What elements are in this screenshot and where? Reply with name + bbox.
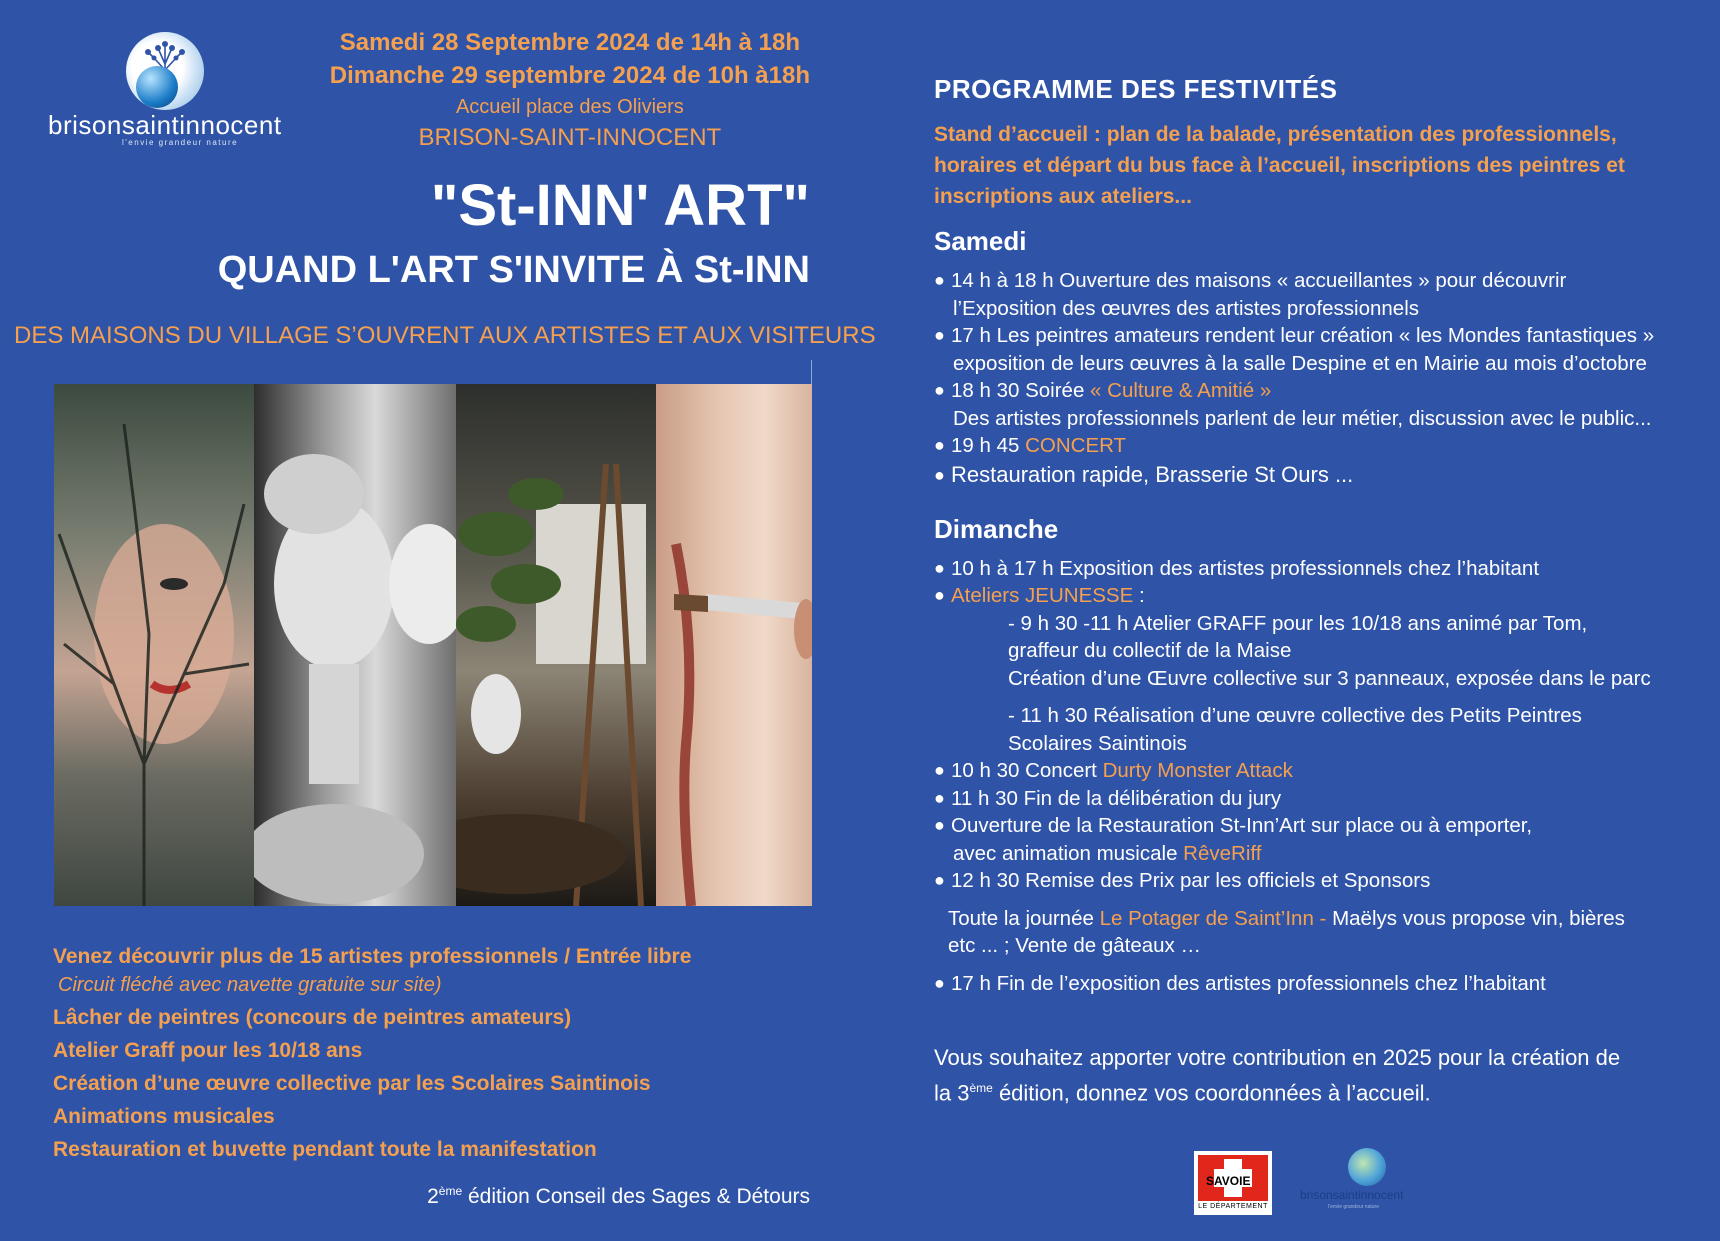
brison-mini-logo [1300,1148,1432,1212]
sunday-item-7-text: 17 h Fin de l’exposition des artistes professionnels chez l’habitant [951,971,1546,995]
edition-number: 2 [427,1185,439,1208]
logo-text-innocent: innocent [179,110,282,140]
collage-panel-statue [254,384,456,906]
logo-drop [136,66,178,108]
contribution-line-2 [934,1073,1694,1108]
sunday-workshop-line-5: Scolaires Saintinois [1008,731,1187,755]
contribution-sup: ème [969,1081,993,1095]
art-collage-image [54,384,812,906]
features-list [53,940,691,1166]
sunday-heading: Dimanche [934,513,1059,544]
logo-text-brison: brison [48,110,122,140]
logo-tagline: l'envie grandeur nature [122,138,239,147]
sunday-item-1: ● 10 h à 17 h Exposition des artistes professionnels chez l’habitant [934,556,1540,580]
event-dates [330,26,810,154]
feature-food: Restauration et buvette pendant toute la manifestation [53,1138,597,1161]
sunday-workshop-line-2: graffeur du collectif de la Maise [1008,639,1292,662]
saturday-item-1-line-2: l’Exposition des œuvres des artistes professionnels [953,296,1420,320]
sunday-item-2: ● Ateliers JEUNESSE : [934,584,1145,607]
event-title: "St-INN' ART" [430,173,810,238]
sunday-all-day-text: Toute la journée [948,906,1100,930]
sunday-item-2-colon: : [1133,584,1145,607]
sunday-all-day-line-2: etc ... ; Vente de gâteaux … [948,934,1201,957]
event-town: BRISON-SAINT-INNOCENT [418,124,722,151]
sunday-item-5-line-1: Ouverture de la Restauration St-Inn’Art sur place ou à emporter, [951,814,1533,837]
sunday-item-3: ● 10 h 30 Concert Durty Monster Attack [934,759,1293,782]
savoie-logo [1194,1151,1272,1215]
savoie-subtitle: LE DÉPARTEMENT [1198,1203,1268,1210]
sunday-item-3-text: 10 h 30 Concert [951,759,1103,782]
event-subtitle: QUAND L'ART S'INVITE À St-INN [217,249,810,291]
savoie-label: SAVOIE [1206,1174,1251,1188]
collage-panel-face-tree [54,384,254,906]
saturday-item-4-highlight: CONCERT [1025,434,1127,457]
sunday-item-4-text: 11 h 30 Fin de la délibération du jury [951,786,1282,810]
sunday-item-4: ● 11 h 30 Fin de la délibération du jury [934,786,1282,810]
sunday-workshop-line-4: - 11 h 30 Réalisation d’une œuvre collective des Petits Peintres [1008,704,1582,727]
edition-text: édition Conseil des Sages & Détours [462,1185,810,1208]
mini-logo-tagline: l'envie grandeur nature [1328,1204,1379,1210]
saturday-item-1-line-1: 14 h à 18 h Ouverture des maisons « accueillantes » pour découvrir [951,269,1567,292]
saturday-item-2: ● 17 h Les peintres amateurs rendent leur création « les Mondes fantastiques » [934,324,1655,347]
brison-logo [48,32,288,150]
collage-panel-easel-plant [456,384,656,906]
logo-text-saint: saint [121,110,180,140]
feature-artists: Venez découvrir plus de 15 artistes professionnels / Entrée libre [53,945,692,968]
mini-logo-text: brisonsaintinnocent [1300,1188,1404,1202]
sunday-item-6-text: 12 h 30 Remise des Prix par les officiels et Sponsors [951,869,1431,892]
sunday-item-6: ● 12 h 30 Remise des Prix par les officiels et Sponsors [934,869,1431,892]
saturday-item-5: ● Restauration rapide, Brasserie St Ours ... [934,461,1354,487]
feature-collective: Création d’une œuvre collective par les Scolaires Saintinois [53,1072,651,1095]
date-sunday: Dimanche 29 septembre 2024 de 10h à18h [329,62,810,89]
mini-logo-globe [1348,1148,1386,1186]
logo-name [48,110,282,141]
feature-music: Animations musicales [53,1105,275,1128]
sunday-item-7: ● 17 h Fin de l’exposition des artistes professionnels chez l’habitant [934,971,1546,995]
event-banner: DES MAISONS DU VILLAGE S’OUVRENT AUX ARTISTES ET AUX VISITEURS [14,322,876,349]
sunday-workshop-line-3: Création d’une Œuvre collective sur 3 panneaux, exposée dans le parc [1008,666,1651,690]
sunday-all-day-highlight: Le Potager de Saint’Inn - [1099,906,1333,930]
sunday-item-3-highlight: Durty Monster Attack [1102,759,1293,782]
edition-note [427,1184,810,1209]
saturday-item-5-text: Restauration rapide, Brasserie St Ours ... [951,461,1354,487]
saturday-item-3-text: 18 h 30 Soirée [951,379,1091,402]
contribution-text-1: la 3 [934,1080,970,1106]
saturday-item-3-line-2: Des artistes professionnels parlent de leur métier, discussion avec le public... [953,406,1652,430]
saturday-item-4-text: 19 h 45 [951,434,1026,457]
saturday-item-3: ● 18 h 30 Soirée « Culture & Amitié » [934,379,1272,402]
saturday-item-2-line-2: exposition de leurs œuvres à la salle Despine et en Mairie au mois d’octobre [953,351,1647,375]
feature-graff: Atelier Graff pour les 10/18 ans [53,1039,363,1062]
sunday-item-2-highlight: Ateliers JEUNESSE [951,584,1134,607]
feature-circuit: Circuit fléché avec navette gratuite sur site) [58,974,442,996]
event-place: Accueil place des Oliviers [455,96,684,118]
feature-painters: Lâcher de peintres (concours de peintres amateurs) [53,1006,572,1029]
sunday-item-5-text: avec animation musicale [953,841,1184,865]
sunday-item-5: ● Ouverture de la Restauration St-Inn’Art sur place ou à emporter, [934,814,1533,837]
programme-title: PROGRAMME DES FESTIVITÉS [934,74,1338,104]
saturday-heading: Samedi [934,226,1027,256]
edition-sup: ème [438,1184,463,1198]
sunday-all-day-text-2: Maëlys vous propose vin, bières [1332,906,1625,930]
contribution-line-1: Vous souhaitez apporter votre contribution en 2025 pour la création de [934,1045,1621,1070]
sunday-item-1-text: 10 h à 17 h Exposition des artistes professionnels chez l’habitant [951,556,1540,580]
date-saturday: Samedi 28 Septembre 2024 de 14h à 18h [339,29,800,56]
collage-panel-brush-canvas [656,384,812,906]
contribution-note [934,1043,1694,1108]
saturday-item-4: ● 19 h 45 CONCERT [934,434,1127,457]
sunday-all-day [934,905,1694,933]
sunday-item-5-line-2 [934,840,1694,868]
welcome-stand: Stand d’accueil : plan de la balade, présentation des professionnels, horaires et départ du bus face à l’accueil, inscriptions des peintres et inscriptions aux ateliers... [934,123,1625,208]
contribution-text-2: édition, donnez vos coordonnées à l’accueil. [992,1080,1431,1106]
sunday-item-5-highlight: RêveRiff [1183,841,1262,865]
sunday-workshop-line-1: - 9 h 30 -11 h Atelier GRAFF pour les 10/18 ans animé par Tom, [1008,611,1588,635]
saturday-item-1: ● 14 h à 18 h Ouverture des maisons « accueillantes » pour découvrir [934,269,1567,292]
saturday-item-2-line-1: 17 h Les peintres amateurs rendent leur création « les Mondes fantastiques » [951,324,1655,347]
programme-column [934,74,1694,1108]
saturday-item-3-highlight: « Culture & Amitié » [1090,379,1272,402]
